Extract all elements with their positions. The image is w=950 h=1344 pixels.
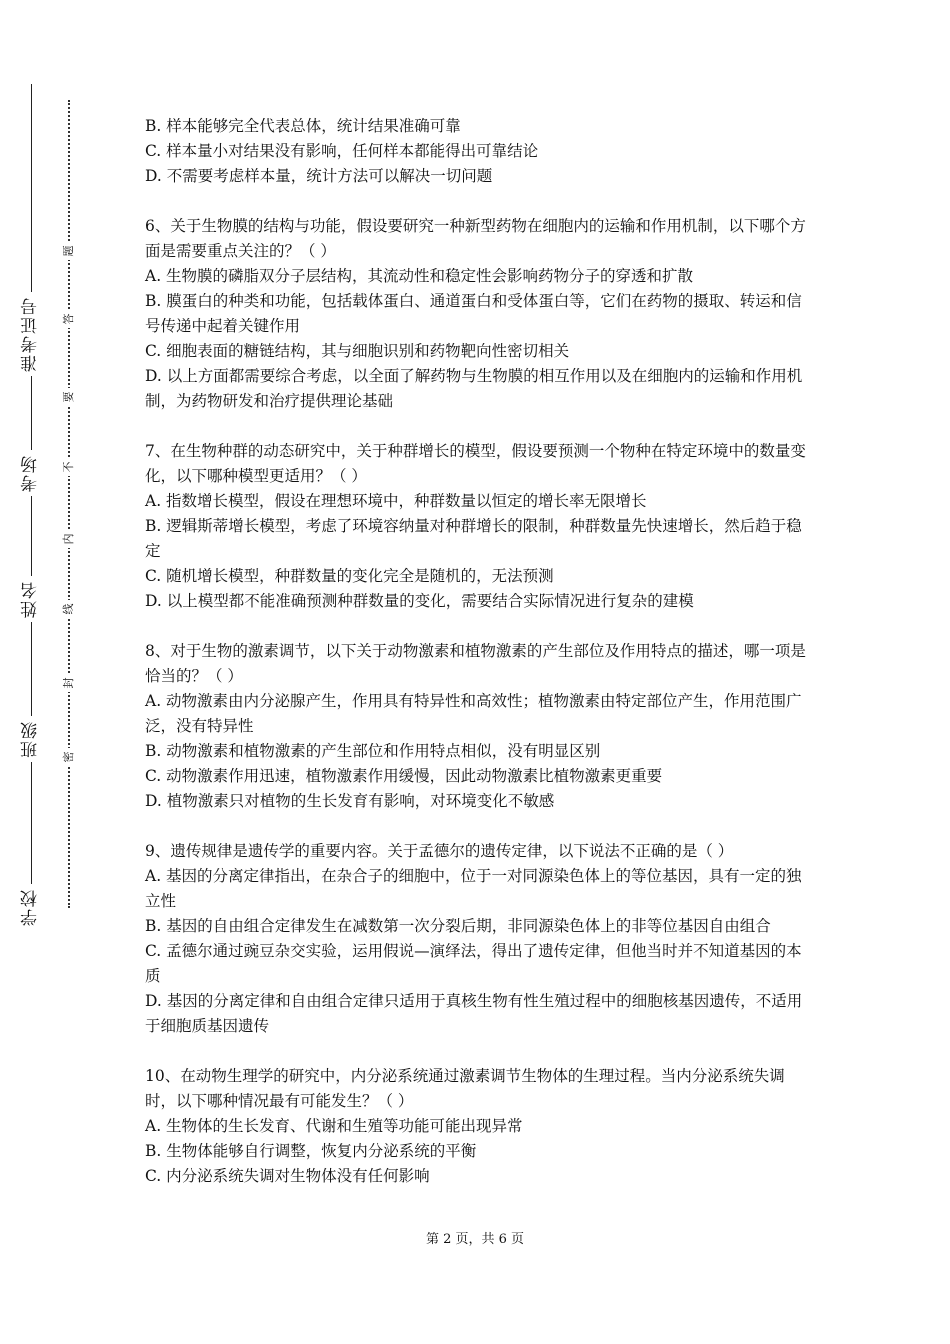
field-school <box>14 762 48 930</box>
option: D. 不需要考虑样本量，统计方法可以解决一切问题 <box>145 167 493 185</box>
option: D. 基因的分离定律和自由组合定律只适用于真核生物有性生殖过程中的细胞核基因遗传，不适用于细胞质基因遗传 <box>145 992 803 1035</box>
seal-char: 封 <box>60 674 78 692</box>
field-name <box>14 496 48 622</box>
option: B. 逻辑斯蒂增长模型，考虑了环境容纳量对种群增长的限制，种群数量先快速增长，然后趋于稳定 <box>145 517 802 560</box>
option: B. 生物体能够自行调整，恢复内分泌系统的平衡 <box>145 1142 477 1160</box>
option: B. 动物激素和植物激素的产生部位和作用特点相似，没有明显区别 <box>145 742 601 760</box>
seal-char: 要 <box>60 388 78 406</box>
field-label: 学校 <box>21 888 41 926</box>
option: C. 内分泌系统失调对生物体没有任何影响 <box>145 1167 430 1185</box>
question-stem: 9、遗传规律是遗传学的重要内容。关于孟德尔的遗传定律，以下说法不正确的是（ ） <box>145 842 734 860</box>
seal-line <box>68 100 70 908</box>
seal-char: 题 <box>60 242 78 260</box>
field-label: 考场 <box>21 454 41 492</box>
question-stem: 8、对于生物的激素调节，以下关于动物激素和植物激素的产生部位及作用特点的描述，哪一项是恰当的？（ ） <box>145 642 806 685</box>
binding-margin <box>0 0 110 1344</box>
seal-char: 答 <box>60 310 78 328</box>
option: A. 动物激素由内分泌腺产生，作用具有特异性和高效性；植物激素由特定部位产生，作用范围广泛，没有特异性 <box>145 692 802 735</box>
field-label: 准考证号 <box>21 296 41 372</box>
option: A. 生物体的生长发育、代谢和生殖等功能可能出现异常 <box>145 1117 523 1135</box>
option: C. 随机增长模型，种群数量的变化完全是随机的，无法预测 <box>145 567 554 585</box>
option: D. 以上方面都需要综合考虑，以全面了解药物与生物膜的相互作用以及在细胞内的运输和作用机制，为药物研发和治疗提供理论基础 <box>145 367 803 410</box>
question-6 <box>145 214 810 414</box>
question-10 <box>145 1064 810 1189</box>
question-stem: 6、关于生物膜的结构与功能，假设要研究一种新型药物在细胞内的运输和作用机制，以下哪个方面是需要重点关注的？（ ） <box>145 217 806 260</box>
question-9 <box>145 839 810 1039</box>
option: A. 指数增长模型，假设在理想环境中，种群数量以恒定的增长率无限增长 <box>145 492 647 510</box>
option: C. 样本量小对结果没有影响，任何样本都能得出可靠结论 <box>145 142 539 160</box>
option: C. 动物激素作用迅速，植物激素作用缓慢，因此动物激素比植物激素更重要 <box>145 767 663 785</box>
seal-char: 不 <box>60 458 78 476</box>
option: B. 基因的自由组合定律发生在减数第一次分裂后期，非同源染色体上的非等位基因自由组合 <box>145 917 771 935</box>
question-stem: 10、在动物生理学的研究中，内分泌系统通过激素调节生物体的生理过程。当内分泌系统失调时，以下哪种情况最有可能发生？（ ） <box>145 1067 785 1110</box>
option: A. 基因的分离定律指出，在杂合子的细胞中，位于一对同源染色体上的等位基因，具有一定的独立性 <box>145 867 802 910</box>
option: C. 细胞表面的糖链结构，其与细胞识别和药物靶向性密切相关 <box>145 342 570 360</box>
option: B. 样本能够完全代表总体，统计结果准确可靠 <box>145 117 461 135</box>
field-exam-room <box>14 376 48 496</box>
seal-char: 内 <box>60 530 78 548</box>
question-content <box>145 114 810 1214</box>
question-stem: 7、在生物种群的动态研究中，关于种群增长的模型，假设要预测一个物种在特定环境中的数量变化，以下哪种模型更适用？（ ） <box>145 442 806 485</box>
question-8 <box>145 639 810 814</box>
question-5-continued <box>145 114 810 189</box>
option: D. 以上模型都不能准确预测种群数量的变化，需要结合实际情况进行复杂的建模 <box>145 592 694 610</box>
option: D. 植物激素只对植物的生长发育有影响，对环境变化不敏感 <box>145 792 555 810</box>
option: B. 膜蛋白的种类和功能，包括载体蛋白、通道蛋白和受体蛋白等，它们在药物的摄取、转运和信号传递中起着关键作用 <box>145 292 802 335</box>
question-7 <box>145 439 810 614</box>
option: C. 孟德尔通过豌豆杂交实验，运用假说—演绎法，得出了遗传定律，但他当时并不知道基因的本质 <box>145 942 802 985</box>
seal-char: 线 <box>60 600 78 618</box>
field-label: 姓名 <box>21 580 41 618</box>
field-label: 班级 <box>21 720 41 758</box>
seal-char: 密 <box>60 748 78 766</box>
option: A. 生物膜的磷脂双分子层结构，其流动性和稳定性会影响药物分子的穿透和扩散 <box>145 267 694 285</box>
field-exam-number <box>14 84 48 376</box>
field-class <box>14 622 48 762</box>
page-footer: 第 2 页，共 6 页 <box>425 1232 525 1247</box>
